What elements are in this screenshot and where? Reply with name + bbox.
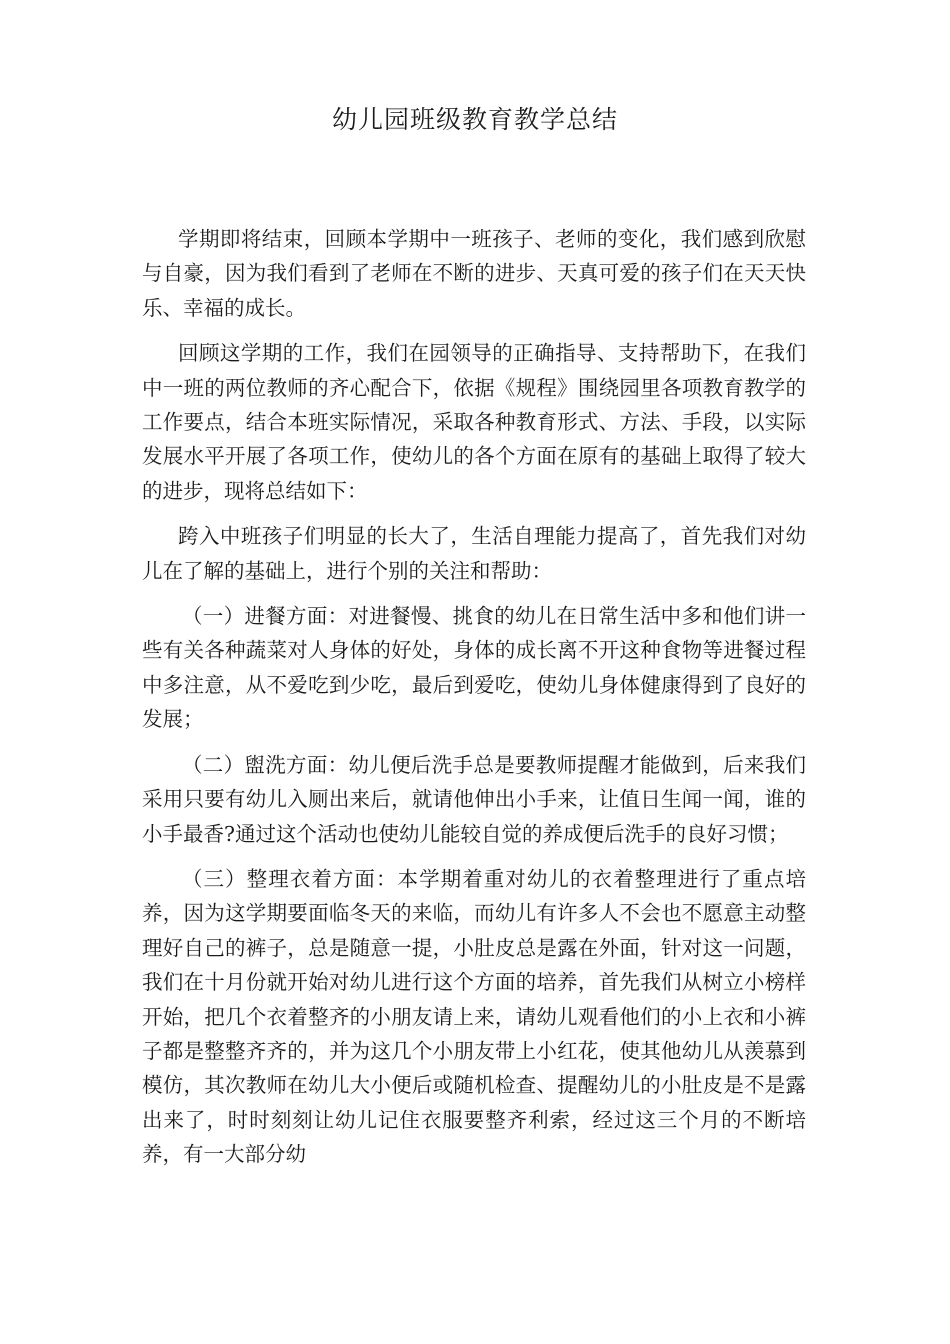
paragraph-review: 回顾这学期的工作，我们在园领导的正确指导、支持帮助下，在我们中一班的两位教师的齐心配合下，依据《规程》围绕园里各项教育教学的工作要点，结合本班实际情况，采取各种教育形式、方法、手段，以实际发展水平开展了各项工作，使幼儿的各个方面在原有的基础上取得了较大的进步，现将总结如下： [142,341,806,503]
document-body [142,222,806,1183]
paragraph-self-care: 跨入中班孩子们明显的长大了，生活自理能力提高了，首先我们对幼儿在了解的基础上，进行个别的关注和帮助： [142,524,806,583]
paragraph-dining: （一）进餐方面：对进餐慢、挑食的幼儿在日常生活中多和他们讲一些有关各种蔬菜对人身体的好处，身体的成长离不开这种食物等进餐过程中多注意，从不爱吃到少吃，最后到爱吃，使幼儿身体健康得到了良好的发展； [142,604,806,732]
paragraph-intro: 学期即将结束，回顾本学期中一班孩子、老师的变化，我们感到欣慰与自豪，因为我们看到了老师在不断的进步、天真可爱的孩子们在天天快乐、幸福的成长。 [142,227,806,320]
paragraph-clothing: （三）整理衣着方面：本学期着重对幼儿的衣着整理进行了重点培养，因为这学期要面临冬天的来临，而幼儿有许多人不会也不愿意主动整理好自己的裤子，总是随意一提，小肚皮总是露在外面，针对这一问题，我们在十月份就开始对幼儿进行这个方面的培养，首先我们从树立小榜样开始，把几个衣着整齐的小朋友请上来，请幼儿观看他们的小上衣和小裤子都是整整齐齐的，并为这几个小朋友带上小红花，使其他幼儿从羡慕到模仿，其次教师在幼儿大小便后或随机检查、提醒幼儿的小肚皮是不是露出来了，时时刻刻让幼儿记住衣服要整齐利索，经过这三个月的不断培养，有一大部分幼 [142,866,806,1167]
document-title: 幼儿园班级教育教学总结 [331,105,618,134]
paragraph-washing: （二）盥洗方面：幼儿便后洗手总是要教师提醒才能做到，后来我们采用只要有幼儿入厕出来后，就请他伸出小手来，让值日生闻一闻，谁的小手最香?通过这个活动也使幼儿能较自觉的养成便后洗手的良好习惯； [142,752,806,846]
